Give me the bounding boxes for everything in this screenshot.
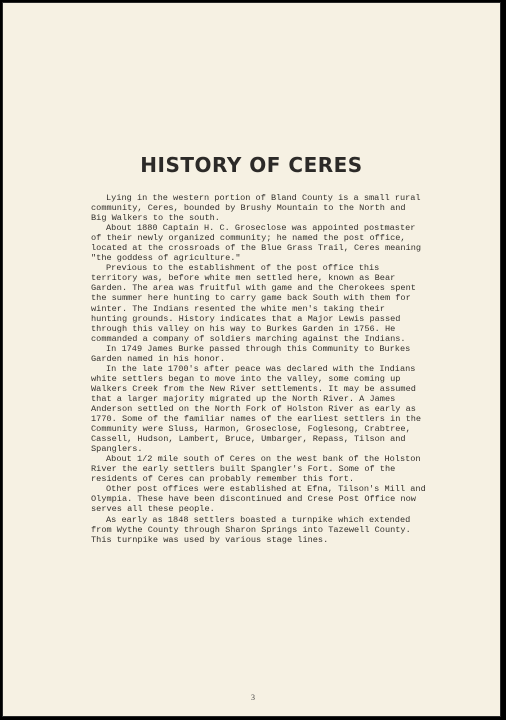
paragraph: About 1/2 mile south of Ceres on the west bank of the Holston River the early settlers built Spangler's Fort. Some of the residents of Ceres can probably remember this fort. <box>91 454 421 485</box>
paragraph: In the late 1700's after peace was declared with the Indians white settlers began to move into the valley, some coming up Walkers Creek from the New River settlements. It may be assumed that a larger majority migrated up the North River. A James Anderson settled on the North Fork of Holston River as early as 1770. Some of the familiar names of the earliest settlers in the Community were Sluss, Harmon, Groseclose, Foglesong, Crabtree, Cassell, Hudson, Lambert, Bruce, Umbarger, Repass, Tilson and Spanglers. <box>91 363 422 455</box>
paragraph: Previous to the establishment of the post office this territory was, before white men settled here, known as Bear Garden. The area was fruitful with game and the Cherokees spent the summer here hunting to carry game back South with them for winter. The Indians resented the white men's taking their hunting grounds. History indicates that a Major Lewis passed through this valley on his way to Burkes Garden in 1756. He commanded a company of soldiers marching against the Indians. <box>91 263 416 344</box>
document-sheet <box>2 2 501 717</box>
paragraph: Other post offices were established at Efna, Tilson's Mill and Olympia. These have been discontinued and Crese Post Office now serves all these people. <box>91 484 426 515</box>
article-body <box>91 193 426 545</box>
paragraph: Lying in the western portion of Bland County is a small rural community, Ceres, bounded by Brushy Mountain to the North and Big Walkers to the south. <box>91 193 421 224</box>
paragraph: In 1749 James Burke passed through this Community to Burkes Garden named in his honor. <box>91 343 411 364</box>
paragraph: About 1880 Captain H. C. Groseclose was appointed postmaster of their newly organized community; he named the post office, located at the crossroads of the Blue Grass Trail, Ceres meaning "the goddess of agriculture." <box>91 223 422 264</box>
paragraph: As early as 1848 settlers boasted a turnpike which extended from Wythe County through Sharon Springs into Tazewell County. This turnpike was used by various stage lines. <box>91 514 411 545</box>
page-title: HISTORY OF CERES <box>140 153 363 177</box>
page-number: 3 <box>251 693 255 702</box>
